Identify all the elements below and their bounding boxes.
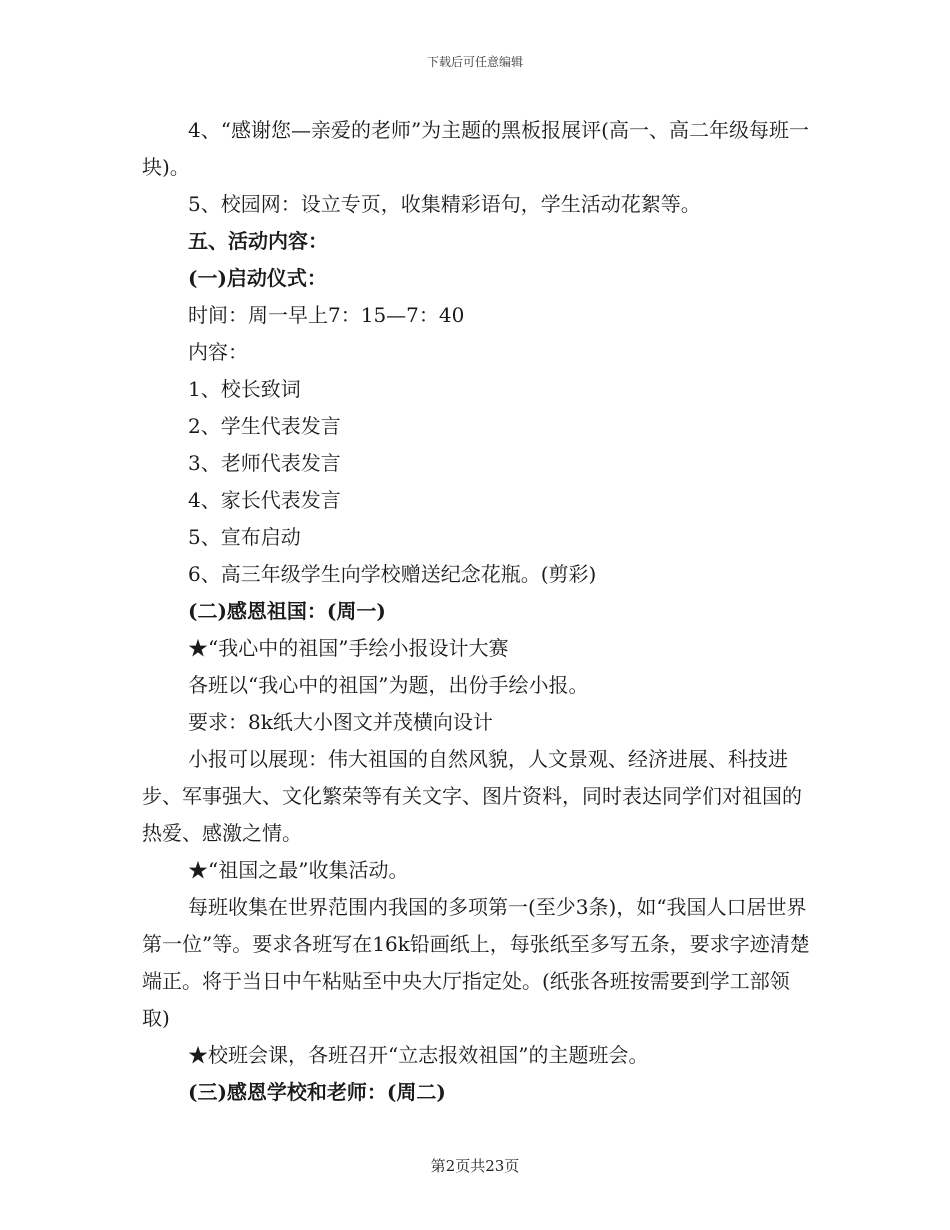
list-item: 3、老师代表发言	[188, 451, 341, 475]
paragraph: 各班以“我心中的祖国”为题，出份手绘小报。	[188, 673, 589, 697]
list-item: 6、高三年级学生向学校赠送纪念花瓶。(剪彩)	[188, 562, 597, 586]
list-item: 2、学生代表发言	[188, 414, 341, 438]
document-body	[142, 112, 812, 1111]
page-header: 下载后可任意编辑	[426, 55, 523, 69]
paragraph: 小报可以展现：伟大祖国的自然风貌，人文景观、经济进展、科技进步、军事强大、文化繁荣等有关文字、图片资料，同时表达同学们对祖国的热爱、感激之情。	[142, 747, 802, 845]
page-footer: 第2页共23页	[430, 1157, 520, 1175]
paragraph: 内容：	[188, 340, 248, 364]
list-item: 5、宣布启动	[188, 525, 301, 549]
paragraph: 时间：周一早上7：15—7：40	[188, 303, 465, 327]
paragraph: 每班收集在世界范围内我国的多项第一(至少3条)，如“我国人口居世界第一位”等。要求各班写在16k铅画纸上，每张纸至多写五条，要求字迹清楚端正。将于当日中午粘贴至中央大厅指定处。(纸张各班按需要到学工部领取)	[142, 895, 810, 1030]
paragraph: ★“祖国之最”收集活动。	[188, 858, 409, 882]
subsection-heading: (三)感恩学校和老师：(周二)	[188, 1080, 446, 1104]
paragraph: ★校班会课，各班召开“立志报效祖国”的主题班会。	[188, 1043, 649, 1067]
list-item: 1、校长致词	[188, 377, 301, 401]
list-item: 4、家长代表发言	[188, 488, 341, 512]
subsection-heading: (二)感恩祖国：(周一)	[188, 599, 386, 623]
paragraph: 要求：8k纸大小图文并茂横向设计	[188, 710, 493, 734]
subsection-heading: (一)启动仪式：	[188, 266, 327, 290]
paragraph: 4、“感谢您—亲爱的老师”为主题的黑板报展评(高一、高二年级每班一块)。	[142, 118, 809, 179]
paragraph: ★“我心中的祖国”手绘小报设计大赛	[188, 636, 509, 660]
paragraph: 5、校园网：设立专页，收集精彩语句，学生活动花絮等。	[188, 192, 701, 216]
section-heading: 五、活动内容：	[188, 229, 328, 253]
